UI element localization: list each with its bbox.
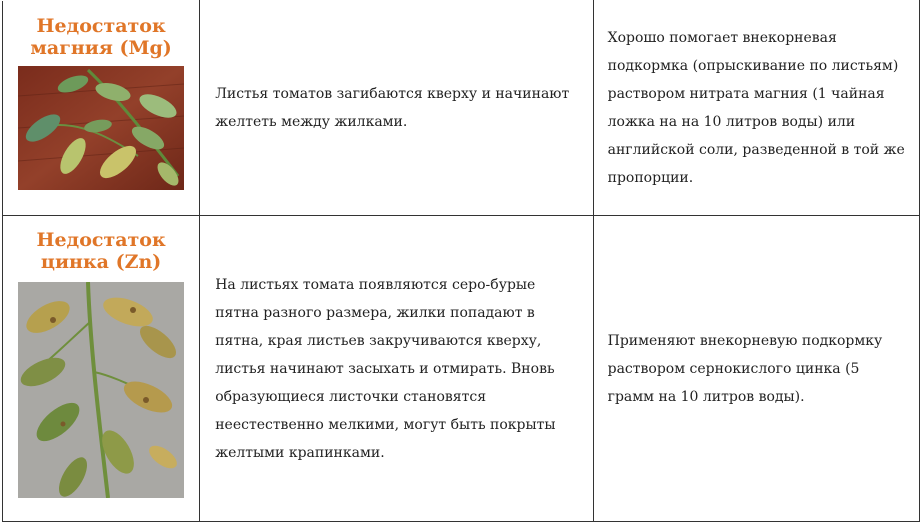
deficiency-table [2,0,920,522]
symptom-text: Листья томатов загибаются кверху и начинают желтеть между жилками. [215,86,570,130]
symptom-cell [200,1,593,216]
treatment-cell [593,216,919,522]
deficiency-name-cell [3,216,200,522]
deficiency-name-cell [3,1,200,216]
zinc-leaf-photo [18,282,184,498]
treatment-text: Применяют внекорневую подкормку раствором сернокислого цинка (5 грамм на 10 литров воды). [607,332,883,405]
table-row-magnesium [3,1,920,216]
symptom-text: На листьях томата появляются серо-бурые пятна разного размера, жилки попадают в пятна, края листьев закручиваются кверху, листья начинают засыхать и отмирать. Вновь образующиеся листочки становятся неестественно мелкими, могут быть покрыты желтыми крапинками. [215,276,556,461]
treatment-text: Хорошо помогает внекорневая подкормка (опрыскивание по листьям) раствором нитрата магния (1 чайная ложка на на 10 литров воды) или английской соли, разведенной в той же пропорции. [607,30,905,186]
treatment-cell [593,1,919,216]
deficiency-title: Недостаток цинка (Zn) [36,229,166,273]
deficiency-title: Недостаток магния (Mg) [30,15,172,59]
magnesium-leaf-photo [18,66,184,190]
symptom-cell [200,216,593,522]
table-row-zinc [3,216,920,522]
